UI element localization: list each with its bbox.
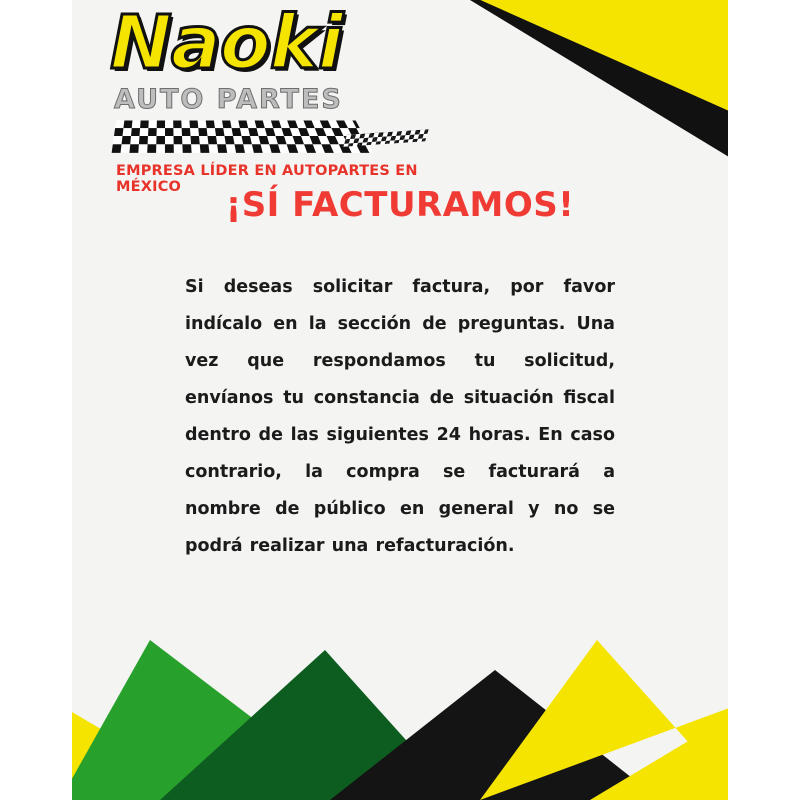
page-margin-left [0, 0, 72, 800]
body-paragraph: Si deseas solicitar factura, por favor indícalo en la sección de preguntas. Una vez que respondamos tu solicitud, envíanos tu constancia de situación fiscal dentro de las siguientes 24 horas. En caso contrario, la compra se facturará a nombre de público en general y no se podrá realizar una refacturación. [185, 277, 615, 556]
brand-subtitle: AUTO PARTES [114, 84, 343, 115]
brand-wordmark: Naoki [110, 0, 343, 86]
page-margin-right [728, 0, 800, 800]
main-content [72, 185, 728, 565]
checkered-flag-icon [112, 121, 373, 153]
page-title: ¡SÍ FACTURAMOS! [225, 185, 575, 225]
brand-tagline: EMPRESA LÍDER EN AUTOPARTES EN MÉXICO [116, 163, 418, 195]
brand-logo [110, 0, 470, 195]
